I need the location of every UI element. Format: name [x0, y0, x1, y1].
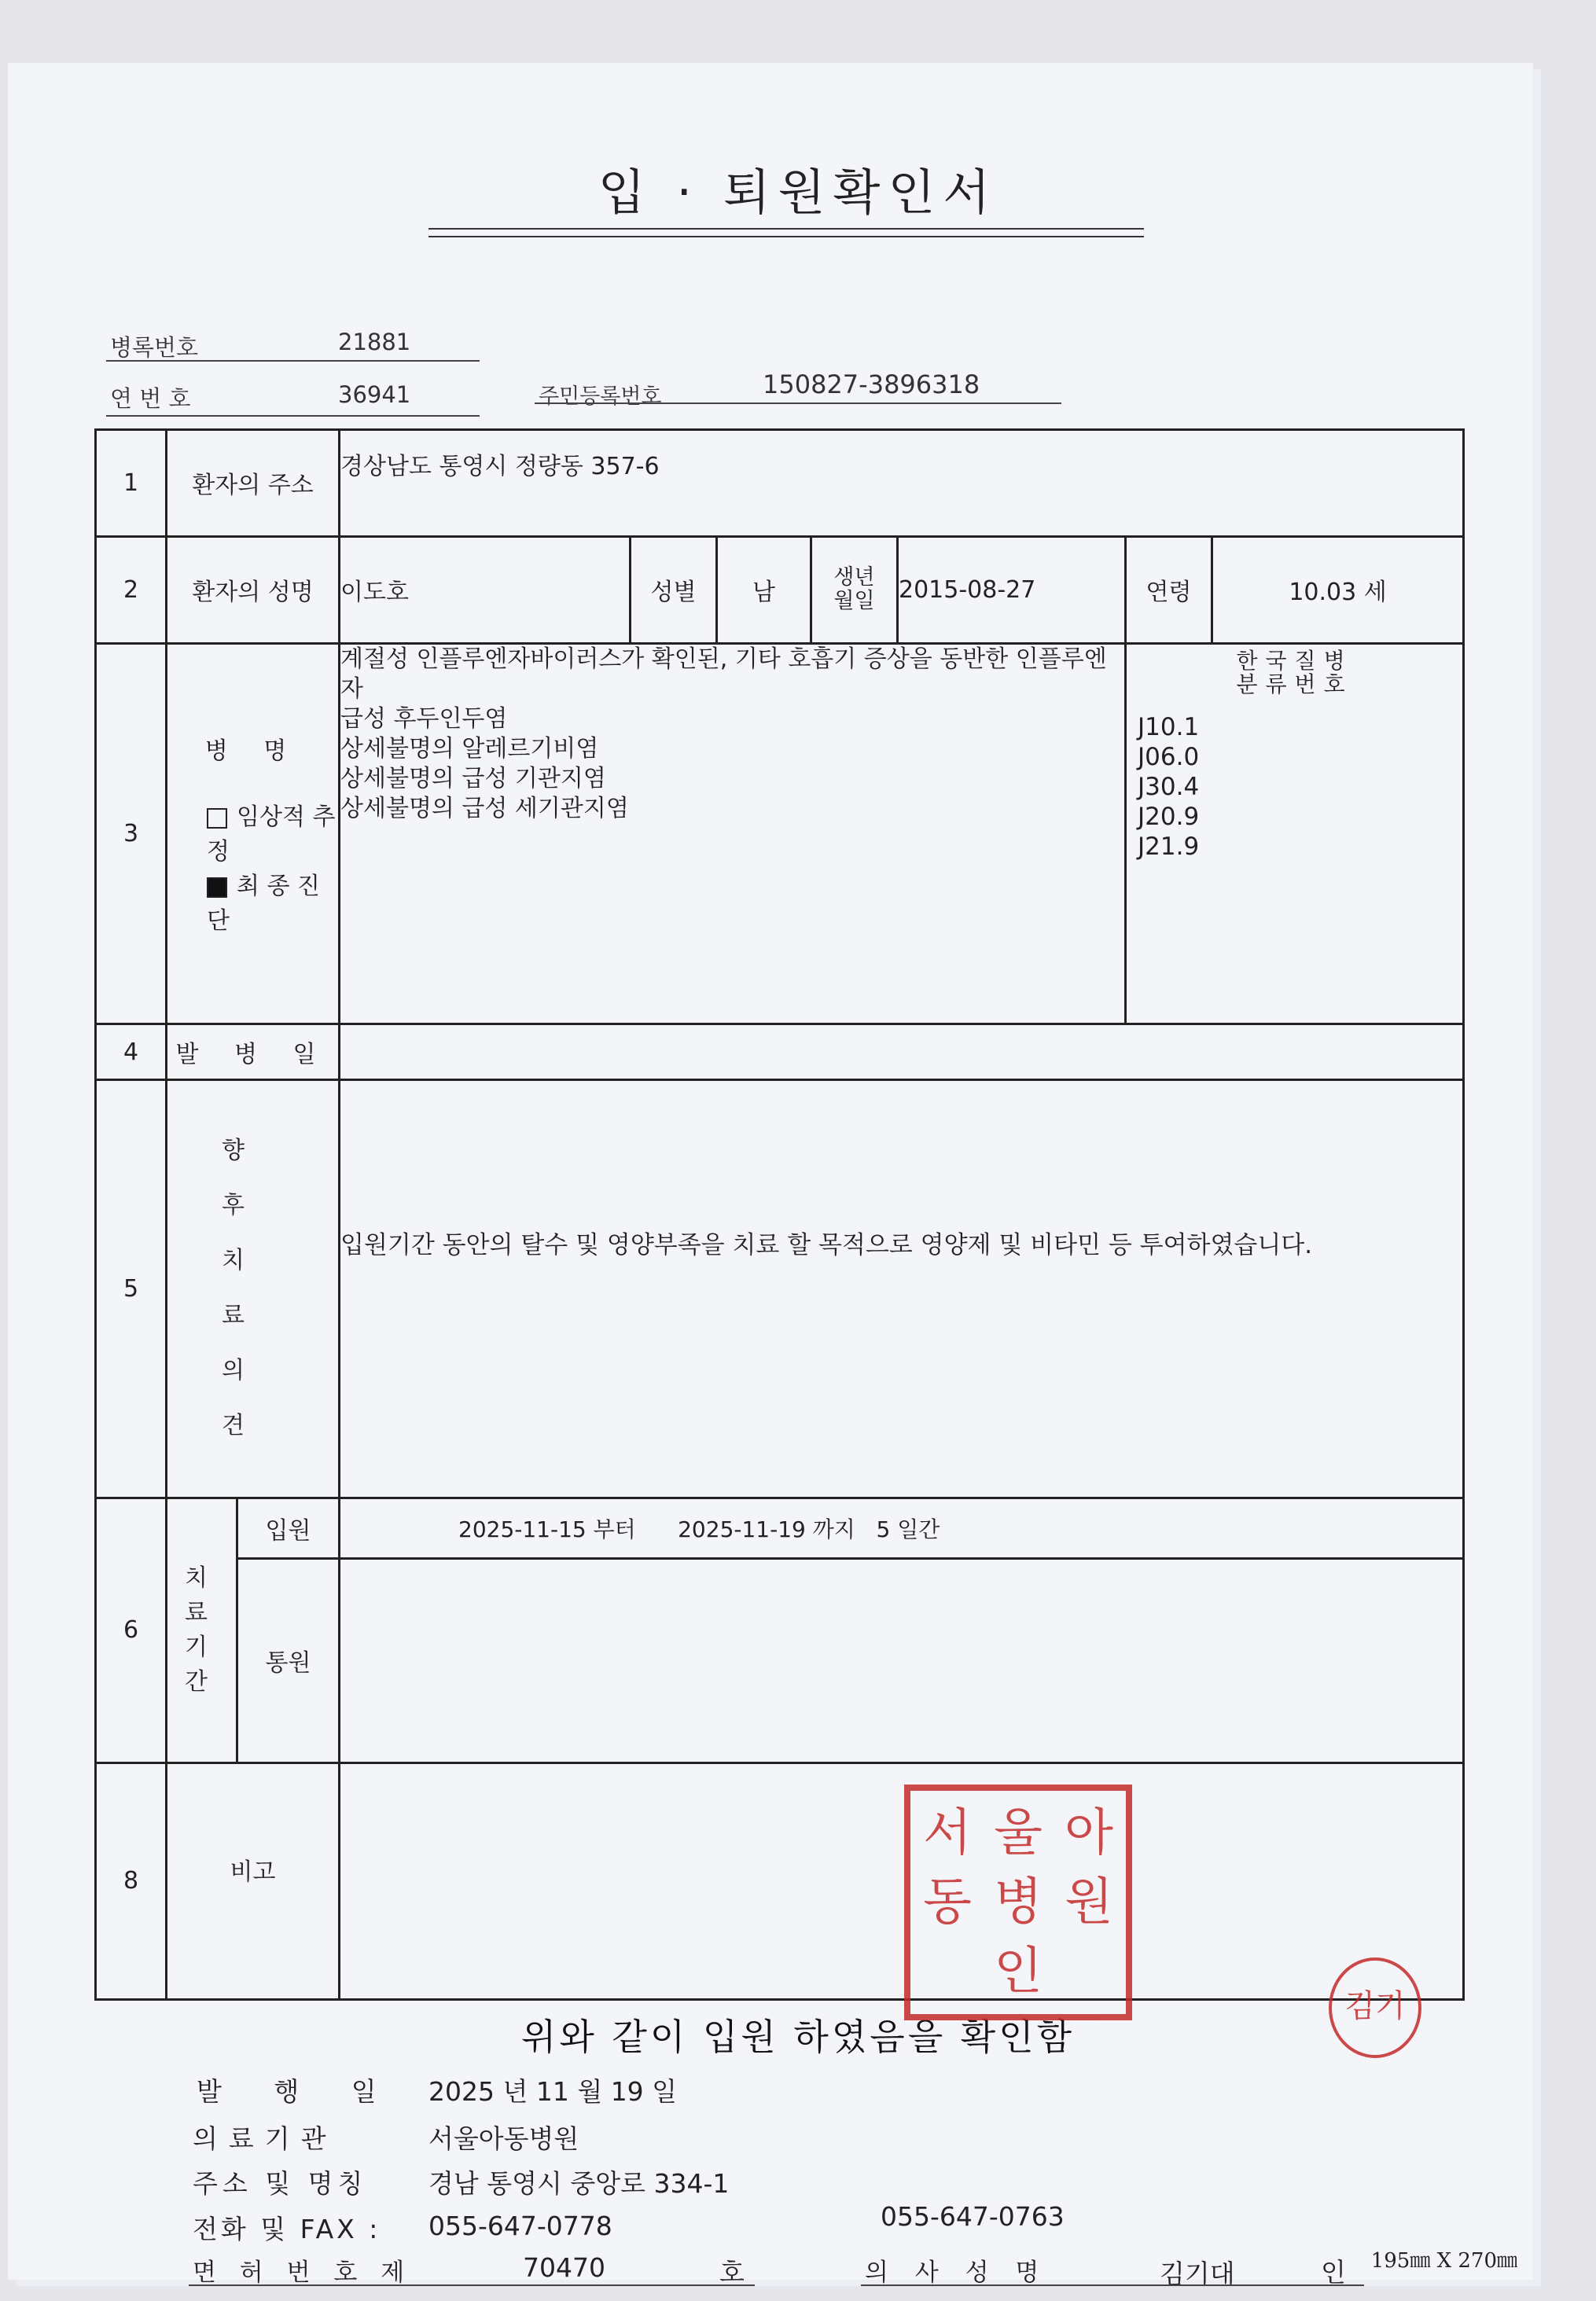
hospital-address: 경남 통영시 중앙로 334-1: [428, 2168, 730, 2199]
outpatient-value: [340, 1558, 1464, 1763]
code-header-2: 분류번호: [1236, 671, 1353, 697]
diagnosis-item: 상세불명의 알레르기비염: [340, 734, 599, 763]
code-header: 한국질병: [1236, 647, 1353, 674]
disease-code: J20.9: [1138, 802, 1200, 831]
title-underline: [428, 228, 1144, 230]
paper-size-note: 195㎜ X 270㎜: [1370, 2249, 1517, 2273]
resident-no-line: [535, 402, 1061, 404]
license-suffix: 호: [719, 2257, 745, 2288]
disease-code: J10.1: [1138, 712, 1200, 741]
confirmation-statement: 위와 같이 입원 하였음을 확인함: [520, 2016, 1076, 2058]
treatment-period-label-2: 기 간: [185, 1633, 219, 1696]
serial-no-label: 연 번 호: [110, 385, 191, 412]
treatment-period-label-1: 치 료: [185, 1564, 219, 1627]
opinion-label-cell: [167, 1080, 340, 1498]
opinion-label-2: 치 료: [222, 1247, 284, 1330]
birth-value: 2015-08-27: [898, 536, 1126, 643]
diagnosis-label-cell: [167, 643, 340, 1024]
disease-code-cell: [1126, 643, 1464, 1024]
diagnosis-list: [340, 643, 1126, 1024]
row-number: 4: [96, 1024, 167, 1080]
disease-code-list: [1127, 712, 1462, 862]
issue-date-value: 2025 년 11 월 19 일: [428, 2076, 678, 2107]
row-inpatient: [96, 1498, 1464, 1558]
doctor-name: 김기대: [1160, 2259, 1235, 2289]
row-number: 3: [96, 643, 167, 1024]
record-table: [94, 428, 1465, 2001]
diagnosis-item: 상세불명의 급성 기관지염: [340, 764, 606, 792]
final-diagnosis-label: 최 종 진 단: [207, 873, 321, 935]
row-name: [96, 536, 1464, 643]
address-name-label: 주소 및 명칭: [193, 2168, 368, 2199]
disease-code: J30.4: [1138, 772, 1200, 801]
row-number: 6: [96, 1498, 167, 1763]
diagnosis-item: 계절성 인플루엔자바이러스가 확인된, 기타 호흡기 증상을 동반한 인플루엔자: [340, 645, 1107, 703]
row-number: 2: [96, 536, 167, 643]
phone-value: 055-647-0778: [428, 2211, 612, 2241]
diagnosis-label: 병 명: [204, 737, 301, 766]
onset-label: 발 병 일: [167, 1024, 340, 1080]
age-label: 연령: [1126, 536, 1212, 643]
opinion-label-1: 향 후: [222, 1137, 284, 1220]
treatment-period-label-cell: [167, 1498, 237, 1763]
address-label: 환자의 주소: [167, 430, 340, 537]
doctor-name-label: 의 사 성 명: [865, 2259, 1049, 2287]
record-no: 21881: [338, 329, 411, 355]
record-no-label: 병록번호: [110, 334, 199, 361]
document-title: 입 · 퇴원확인서: [598, 164, 998, 221]
record-no-line: [106, 360, 480, 362]
row-onset: [96, 1024, 1464, 1080]
phone-fax-label: 전화 및 FAX :: [193, 2214, 381, 2244]
diagnosis-item: 상세불명의 급성 세기관지염: [340, 794, 629, 822]
birth-label: 생년월일: [811, 536, 898, 643]
diagnosis-item: 급성 후두인두염: [340, 704, 508, 733]
license-number: 70470: [523, 2252, 605, 2283]
issue-date-label: 발 행 일: [197, 2076, 399, 2107]
serial-no: 36941: [338, 381, 411, 408]
disease-code: J21.9: [1138, 832, 1200, 861]
institution-label: 의료기관: [193, 2123, 337, 2154]
empty-checkbox-icon: [207, 808, 227, 829]
hospital-seal-icon: 서 울 아 동 병 원 인: [904, 1785, 1132, 2020]
name-label: 환자의 성명: [167, 536, 340, 643]
row-outpatient: [96, 1558, 1464, 1763]
clinical-estimate-option: [167, 797, 338, 866]
license-label: 면 허 번 호 제: [193, 2259, 413, 2287]
onset-value: [340, 1024, 1464, 1080]
final-diagnosis-option: [167, 866, 338, 935]
address-value: 경상남도 통영시 정량동 357-6: [340, 430, 1464, 537]
inpatient-value: 2025-11-15 부터 2025-11-19 까지 5 일간: [340, 1498, 1464, 1558]
opinion-value: 입원기간 동안의 탈수 및 영양부족을 치료 할 목적으로 영양제 및 비타민 등 투여하였습니다.: [340, 1080, 1464, 1498]
row-number: 8: [96, 1763, 167, 1999]
serial-no-line: [106, 415, 480, 417]
name-value: 이도호: [340, 536, 631, 643]
row-diagnosis: [96, 643, 1464, 1024]
row-remarks: [96, 1763, 1464, 1999]
doctor-underline: [861, 2284, 1364, 2286]
age-value: 10.03 세: [1212, 536, 1464, 643]
inpatient-label: 입원: [237, 1498, 340, 1558]
resident-no-label: 주민등록번호: [539, 384, 662, 409]
row-address: [96, 430, 1464, 537]
remarks-label: 비고: [167, 1763, 340, 1999]
outpatient-label: 통원: [237, 1558, 340, 1763]
license-underline: [189, 2284, 755, 2286]
opinion-label-3: 의 견: [222, 1357, 284, 1440]
institution-value: 서울아동병원: [428, 2123, 579, 2154]
sex-label: 성별: [631, 536, 717, 643]
row-opinion: [96, 1080, 1464, 1498]
remarks-value: [340, 1763, 1464, 1999]
clinical-estimate-label: 임상적 추정: [207, 803, 336, 866]
disease-code: J06.0: [1138, 742, 1200, 771]
title-underline-2: [428, 236, 1144, 237]
resident-no: 150827-3896318: [763, 369, 980, 399]
row-number: 1: [96, 430, 167, 537]
seal-suffix: 인: [1321, 2257, 1346, 2288]
signature-stamp-icon: 김기: [1329, 1957, 1421, 2058]
sex-value: 남: [717, 536, 811, 643]
fax-value: 055-647-0763: [881, 2201, 1065, 2232]
row-number: 5: [96, 1080, 167, 1498]
checked-checkbox-icon: [207, 877, 227, 898]
